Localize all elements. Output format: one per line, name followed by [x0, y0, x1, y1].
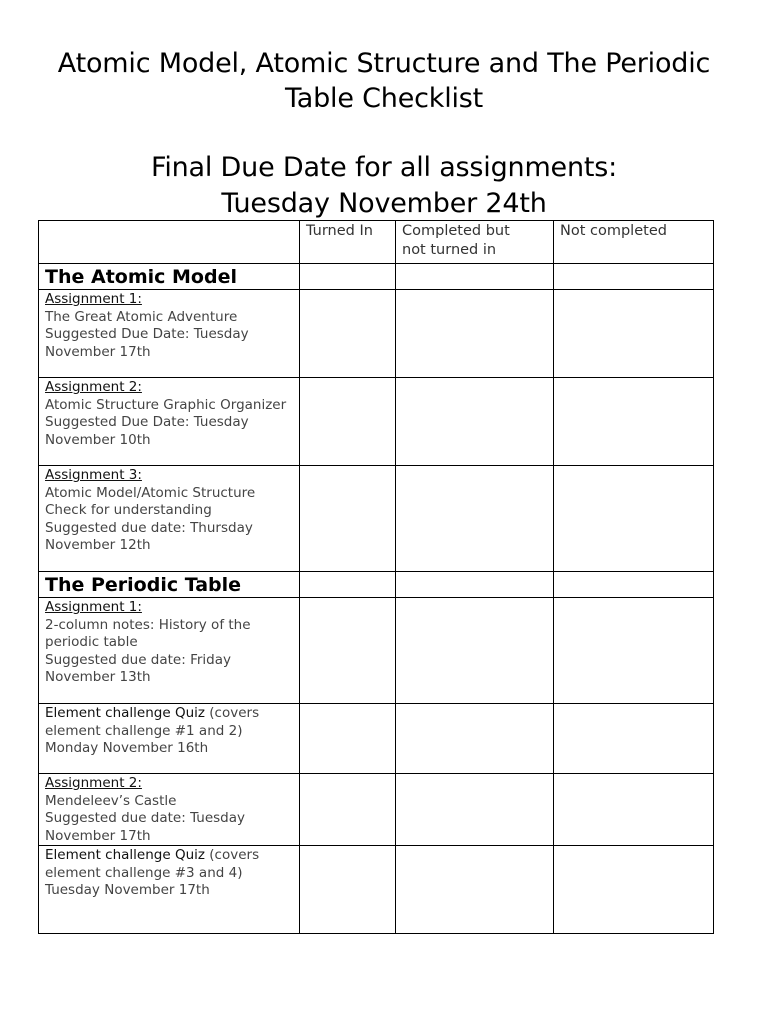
checkbox-cell[interactable]	[300, 572, 396, 598]
checkbox-cell[interactable]	[396, 466, 554, 572]
checkbox-cell[interactable]	[300, 704, 396, 774]
quiz-title-line	[45, 705, 293, 723]
checkbox-cell[interactable]	[396, 290, 554, 378]
table-row	[39, 774, 714, 846]
checkbox-cell[interactable]	[554, 774, 714, 846]
checkbox-cell[interactable]	[396, 378, 554, 466]
checkbox-cell[interactable]	[554, 572, 714, 598]
assignment-cell	[39, 774, 300, 846]
table-header-row	[39, 221, 714, 264]
page-title-line-2: Table Checklist	[284, 83, 484, 114]
checkbox-cell[interactable]	[554, 290, 714, 378]
assignment-line: November 17th	[45, 343, 151, 360]
header-completed-line-2: not turned in	[402, 242, 497, 258]
checkbox-cell[interactable]	[300, 466, 396, 572]
assignment-cell	[39, 378, 300, 466]
checkbox-cell[interactable]	[396, 598, 554, 704]
assignment-line: Check for understanding	[45, 502, 212, 518]
table-row	[39, 466, 714, 572]
assignment-line: periodic table	[45, 634, 138, 650]
assignment-heading: Assignment 1:	[45, 599, 142, 615]
table-row	[39, 290, 714, 378]
checkbox-cell[interactable]	[396, 846, 554, 934]
assignment-line: November 17th	[45, 827, 151, 844]
assignment-line: Mendeleev’s Castle	[45, 792, 177, 809]
assignment-cell	[39, 290, 300, 378]
due-date-value: Tuesday November 24th	[221, 188, 547, 219]
checkbox-cell[interactable]	[396, 704, 554, 774]
quiz-line: Tuesday November 17th	[45, 882, 210, 898]
checkbox-cell[interactable]	[300, 290, 396, 378]
assignment-line: Suggested due date: Friday	[45, 651, 231, 668]
header-completed-line-1: Completed but	[402, 223, 510, 239]
checkbox-cell[interactable]	[300, 264, 396, 290]
header-turned-in: Turned In	[300, 221, 396, 264]
assignment-line: November 10th	[45, 431, 151, 448]
checkbox-cell[interactable]	[396, 572, 554, 598]
assignment-line: Suggested due date: Tuesday	[45, 810, 245, 826]
assignment-cell	[39, 598, 300, 704]
quiz-title-line	[45, 847, 293, 865]
checklist-table	[38, 220, 714, 934]
due-date-heading: Final Due Date for all assignments:	[150, 152, 618, 183]
assignment-line: Atomic Structure Graphic Organizer	[45, 396, 287, 413]
checkbox-cell[interactable]	[396, 264, 554, 290]
assignment-line: November 12th	[45, 537, 151, 553]
quiz-title-rest: (covers	[204, 705, 260, 721]
assignment-line: Suggested Due Date: Tuesday	[45, 414, 249, 430]
quiz-title-rest: (covers	[204, 847, 260, 863]
table-row	[39, 598, 714, 704]
assignment-heading: Assignment 3:	[45, 467, 142, 483]
checkbox-cell[interactable]	[300, 378, 396, 466]
header-completed-not-turned-in	[396, 221, 554, 264]
assignment-line: November 13th	[45, 669, 151, 685]
section-title-periodic-table: The Periodic Table	[39, 572, 300, 598]
page-title-line-1: Atomic Model, Atomic Structure and The Periodic	[57, 48, 711, 79]
checkbox-cell[interactable]	[300, 774, 396, 846]
checkbox-cell[interactable]	[554, 264, 714, 290]
quiz-line: element challenge #1 and 2)	[45, 722, 243, 739]
assignment-line: Atomic Model/Atomic Structure	[45, 484, 256, 501]
assignment-cell	[39, 466, 300, 572]
assignment-line: Suggested Due Date: Tuesday	[45, 326, 249, 342]
quiz-cell	[39, 846, 300, 934]
section-title-atomic-model: The Atomic Model	[39, 264, 300, 290]
quiz-name: Element challenge Quiz	[45, 705, 205, 721]
checkbox-cell[interactable]	[554, 378, 714, 466]
checkbox-cell[interactable]	[396, 774, 554, 846]
checkbox-cell[interactable]	[554, 704, 714, 774]
assignment-line: 2-column notes: History of the	[45, 616, 251, 633]
quiz-line: Monday November 16th	[45, 740, 209, 756]
table-row	[39, 378, 714, 466]
table-row	[39, 704, 714, 774]
quiz-cell	[39, 704, 300, 774]
quiz-name: Element challenge Quiz	[45, 847, 205, 863]
checkbox-cell[interactable]	[300, 598, 396, 704]
section-row-periodic-table	[39, 572, 714, 598]
section-row-atomic-model	[39, 264, 714, 290]
assignment-heading: Assignment 2:	[45, 379, 142, 395]
checkbox-cell[interactable]	[554, 466, 714, 572]
table-row	[39, 846, 714, 934]
assignment-heading: Assignment 1:	[45, 291, 142, 307]
assignment-line: Suggested due date: Thursday	[45, 519, 253, 536]
quiz-line: element challenge #3 and 4)	[45, 864, 243, 881]
header-cell-blank	[39, 221, 300, 264]
checkbox-cell[interactable]	[300, 846, 396, 934]
checkbox-cell[interactable]	[554, 846, 714, 934]
checkbox-cell[interactable]	[554, 598, 714, 704]
header-not-completed: Not completed	[554, 221, 714, 264]
assignment-line: The Great Atomic Adventure	[45, 308, 238, 325]
assignment-heading: Assignment 2:	[45, 775, 142, 791]
